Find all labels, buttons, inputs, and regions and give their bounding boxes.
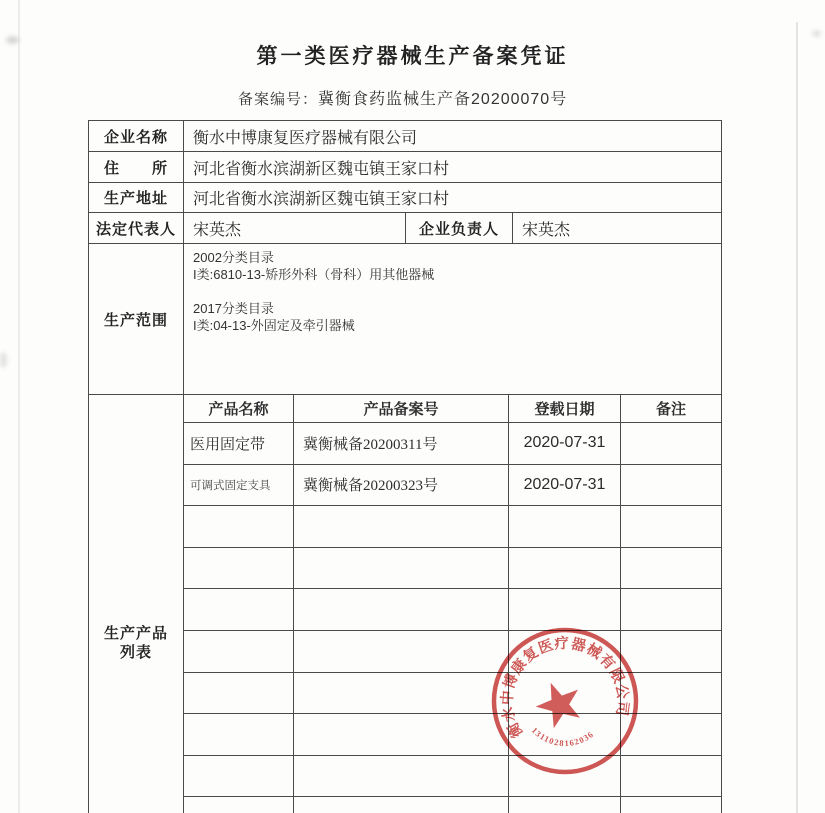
product-name-cell bbox=[184, 756, 294, 797]
scope-line: 2002分类目录 bbox=[193, 250, 274, 265]
record-number-line bbox=[238, 86, 567, 109]
scan-edge-left bbox=[18, 0, 20, 813]
product-record-no-cell bbox=[294, 506, 509, 547]
document-title: 第一类医疗器械生产备案凭证 bbox=[256, 44, 569, 68]
residence-value: 河北省衡水滨湖新区魏屯镇王家口村 bbox=[193, 160, 450, 178]
header-note: 备注 bbox=[655, 402, 686, 418]
production-scope-label: 生产范围 bbox=[89, 244, 184, 394]
publish-date-cell bbox=[509, 506, 621, 547]
scan-smudge bbox=[0, 352, 7, 368]
note-cell bbox=[621, 423, 721, 464]
product-name-cell bbox=[184, 797, 294, 813]
scan-smudge bbox=[812, 30, 821, 37]
legal-representative-value: 宋英杰 bbox=[184, 213, 406, 243]
company-name-label: 企业名称 bbox=[89, 121, 184, 151]
production-scope-value bbox=[184, 244, 721, 394]
product-name-cell: 可调式固定支具 bbox=[184, 465, 294, 506]
enterprise-manager-value: 宋英杰 bbox=[522, 221, 571, 239]
representatives-row bbox=[89, 213, 721, 244]
note-cell bbox=[621, 465, 721, 506]
product-table-row bbox=[184, 797, 721, 813]
production-address-value: 河北省衡水滨湖新区魏屯镇王家口村 bbox=[193, 191, 450, 208]
record-number-label: 备案编号： bbox=[238, 92, 319, 108]
header-publish-date: 登载日期 bbox=[509, 395, 621, 422]
product-record-no-cell: 冀衡械备20200323号 bbox=[294, 465, 509, 506]
product-record-no-cell bbox=[294, 548, 509, 589]
product-name-cell bbox=[184, 673, 294, 714]
product-record-no-cell bbox=[294, 797, 509, 813]
scope-line bbox=[193, 283, 721, 300]
production-address-row bbox=[89, 183, 721, 213]
product-table-row bbox=[184, 465, 721, 507]
note-cell bbox=[621, 506, 721, 547]
note-cell bbox=[621, 548, 721, 589]
product-name-cell bbox=[184, 631, 294, 672]
product-table-row bbox=[184, 589, 721, 631]
residence-label: 住 所 bbox=[89, 152, 184, 182]
header-product-record-no: 产品备案号 bbox=[294, 395, 509, 422]
product-list-label-line2: 列表 bbox=[119, 645, 152, 661]
seal-company-text: 衡水中博康复医疗器械有限公司 bbox=[499, 635, 631, 741]
scope-line: I类:6810-13-矫形外科（骨科）用其他器械 bbox=[193, 267, 435, 282]
product-table-row bbox=[184, 506, 721, 548]
product-name-cell bbox=[184, 589, 294, 630]
publish-date-cell: 2020-07-31 bbox=[509, 423, 621, 464]
product-name-cell: 医用固定带 bbox=[184, 423, 294, 464]
company-name-row bbox=[89, 121, 721, 152]
product-table-row bbox=[184, 548, 721, 590]
product-record-no-cell: 冀衡械备20200311号 bbox=[294, 423, 509, 464]
product-list-label-line1: 生产产品 bbox=[103, 626, 168, 642]
publish-date-cell bbox=[509, 548, 621, 589]
production-address-label: 生产地址 bbox=[89, 183, 184, 212]
product-name-cell bbox=[184, 714, 294, 755]
publish-date-cell: 2020-07-31 bbox=[509, 465, 621, 506]
header-product-name: 产品名称 bbox=[184, 395, 294, 422]
product-name-cell bbox=[184, 548, 294, 589]
note-cell bbox=[621, 797, 721, 813]
product-name-cell bbox=[184, 506, 294, 547]
seal-star-icon bbox=[529, 674, 588, 731]
residence-row bbox=[89, 152, 721, 183]
production-scope-row bbox=[89, 244, 721, 395]
publish-date-cell bbox=[509, 797, 621, 813]
product-table-header bbox=[184, 395, 721, 423]
seal-number-text: 1311028162036 bbox=[529, 725, 596, 749]
enterprise-manager-label: 企业负责人 bbox=[406, 213, 513, 243]
product-list-label bbox=[89, 395, 184, 813]
scan-edge-right bbox=[796, 22, 798, 813]
company-seal-stamp bbox=[467, 603, 664, 800]
scope-line: 2017分类目录 bbox=[193, 301, 274, 316]
product-record-no-cell bbox=[294, 714, 509, 755]
record-number-value: 冀衡食药监械生产备20200070号 bbox=[318, 91, 568, 108]
legal-representative-label: 法定代表人 bbox=[89, 213, 184, 243]
company-name-value: 衡水中博康复医疗器械有限公司 bbox=[193, 129, 418, 147]
product-table-row bbox=[184, 423, 721, 465]
product-record-no-cell bbox=[294, 589, 509, 630]
product-record-no-cell bbox=[294, 756, 509, 797]
scope-line: I类:04-13-外固定及牵引器械 bbox=[193, 318, 355, 333]
